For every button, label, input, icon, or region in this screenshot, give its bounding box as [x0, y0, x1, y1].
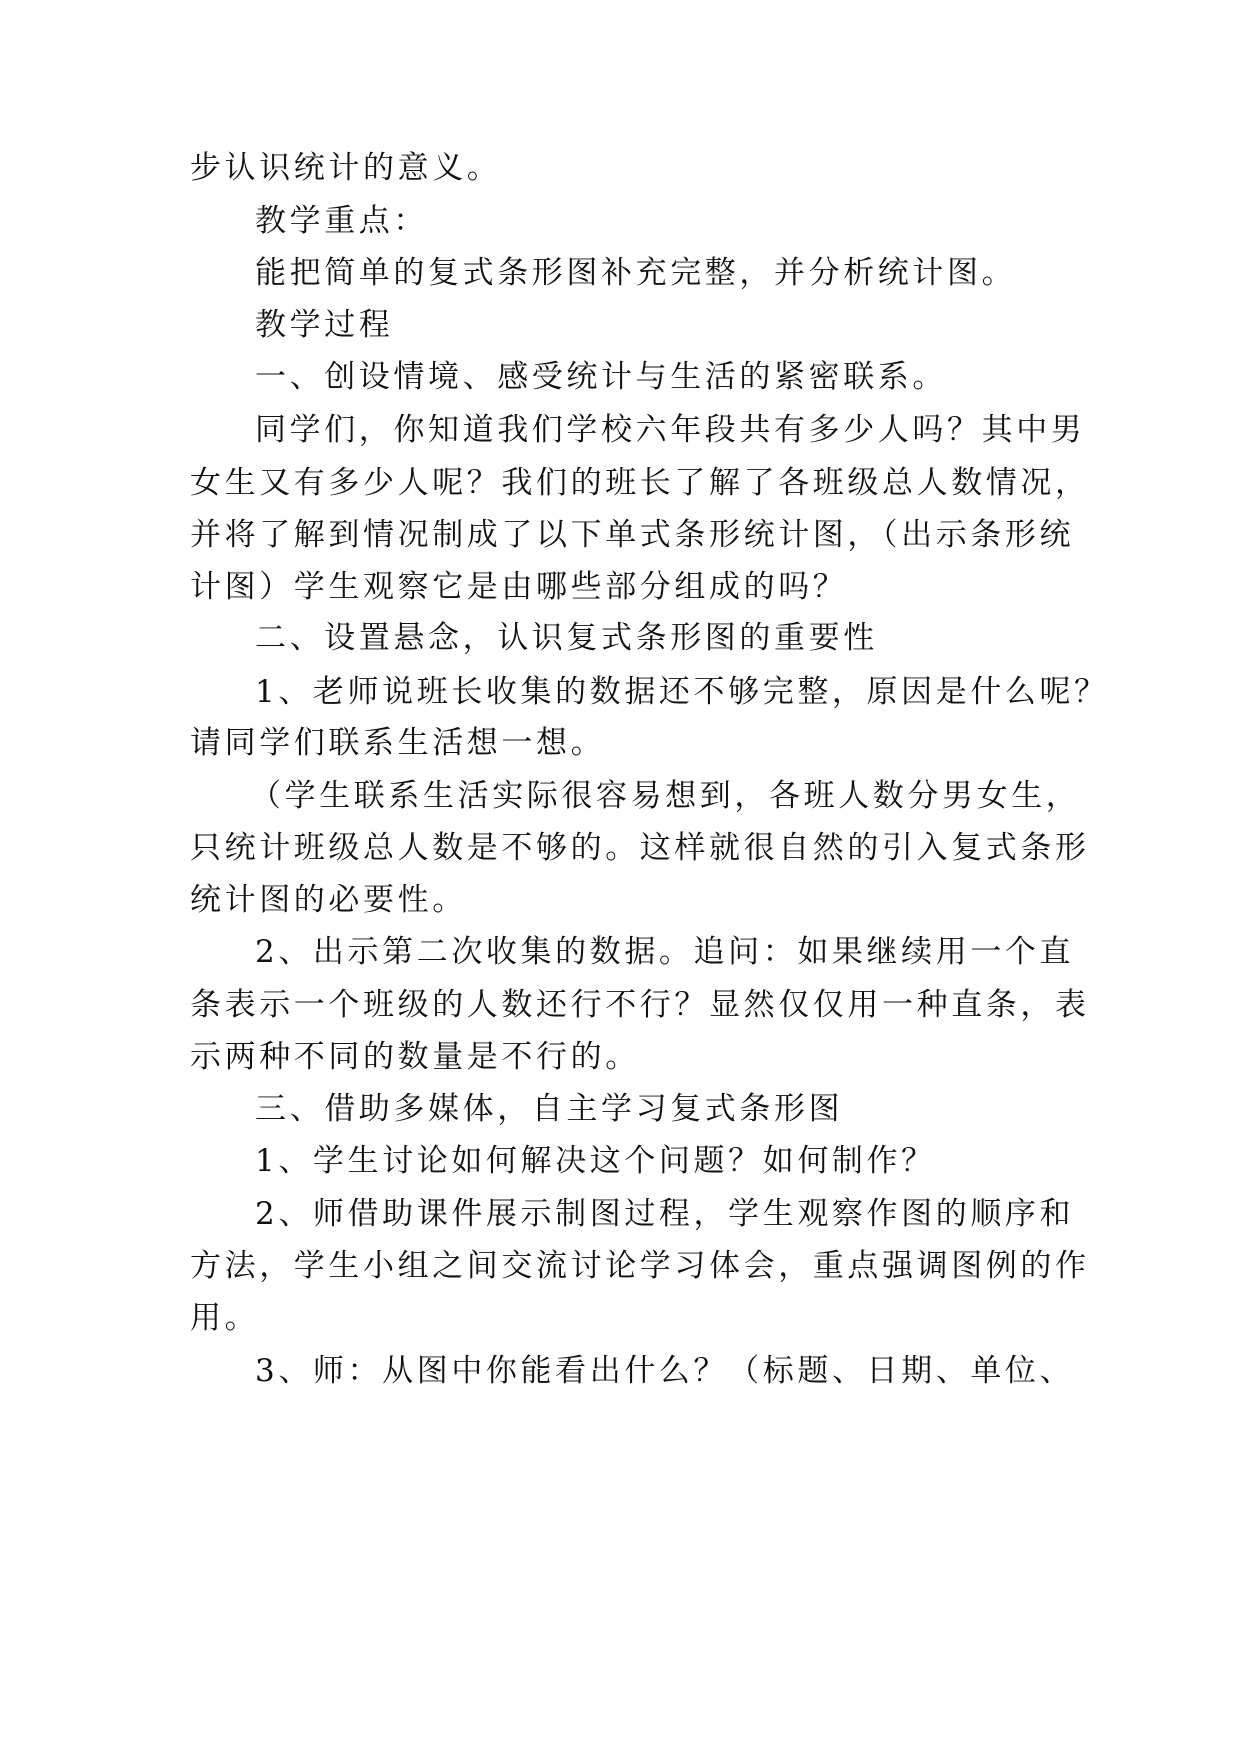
text-line: 请同学们联系生活想一想。: [190, 725, 606, 761]
text-line: 步认识统计的意义。: [190, 150, 502, 186]
text-line: 只统计班级总人数是不够的。这样就很自然的引入复式条形: [190, 830, 1090, 866]
text-line: 3、师：从图中你能看出什么？（标题、日期、单位、: [255, 1353, 1075, 1389]
section-heading: 教学过程: [255, 307, 394, 343]
section-heading: 一、创设情境、感受统计与生活的紧密联系。: [255, 359, 947, 395]
text-line: 1、老师说班长收集的数据还不够完整，原因是什么呢？: [255, 674, 1109, 710]
section-heading: 三、借助多媒体，自主学习复式条形图: [255, 1091, 844, 1127]
text-line: 统计图的必要性。: [190, 882, 467, 918]
text-line: 2、出示第二次收集的数据。追问：如果继续用一个直: [255, 934, 1075, 970]
text-line: 能把简单的复式条形图补充完整，并分析统计图。: [255, 255, 1017, 291]
text-line: 并将了解到情况制成了以下单式条形统计图，（出示条形统: [190, 517, 1075, 553]
text-line: （学生联系生活实际很容易想到，各班人数分男女生，: [250, 778, 1081, 814]
text-line: 方法，学生小组之间交流讨论学习体会，重点强调图例的作: [190, 1248, 1090, 1284]
text-line: 2、师借助课件展示制图过程，学生观察作图的顺序和: [255, 1196, 1075, 1232]
text-line: 示两种不同的数量是不行的。: [190, 1039, 640, 1075]
text-line: 同学们，你知道我们学校六年段共有多少人吗？其中男: [255, 412, 1086, 448]
text-line: 条表示一个班级的人数还行不行？显然仅仅用一种直条，表: [190, 987, 1090, 1023]
section-heading: 二、设置悬念，认识复式条形图的重要性: [255, 620, 878, 656]
text-line: 1、学生讨论如何解决这个问题？如何制作？: [255, 1143, 936, 1179]
text-line: 用。: [190, 1300, 260, 1336]
text-line: 女生又有多少人呢？我们的班长了解了各班级总人数情况，: [190, 465, 1090, 501]
section-heading: 教学重点：: [255, 203, 428, 239]
text-line: 计图）学生观察它是由哪些部分组成的吗？: [190, 569, 848, 605]
